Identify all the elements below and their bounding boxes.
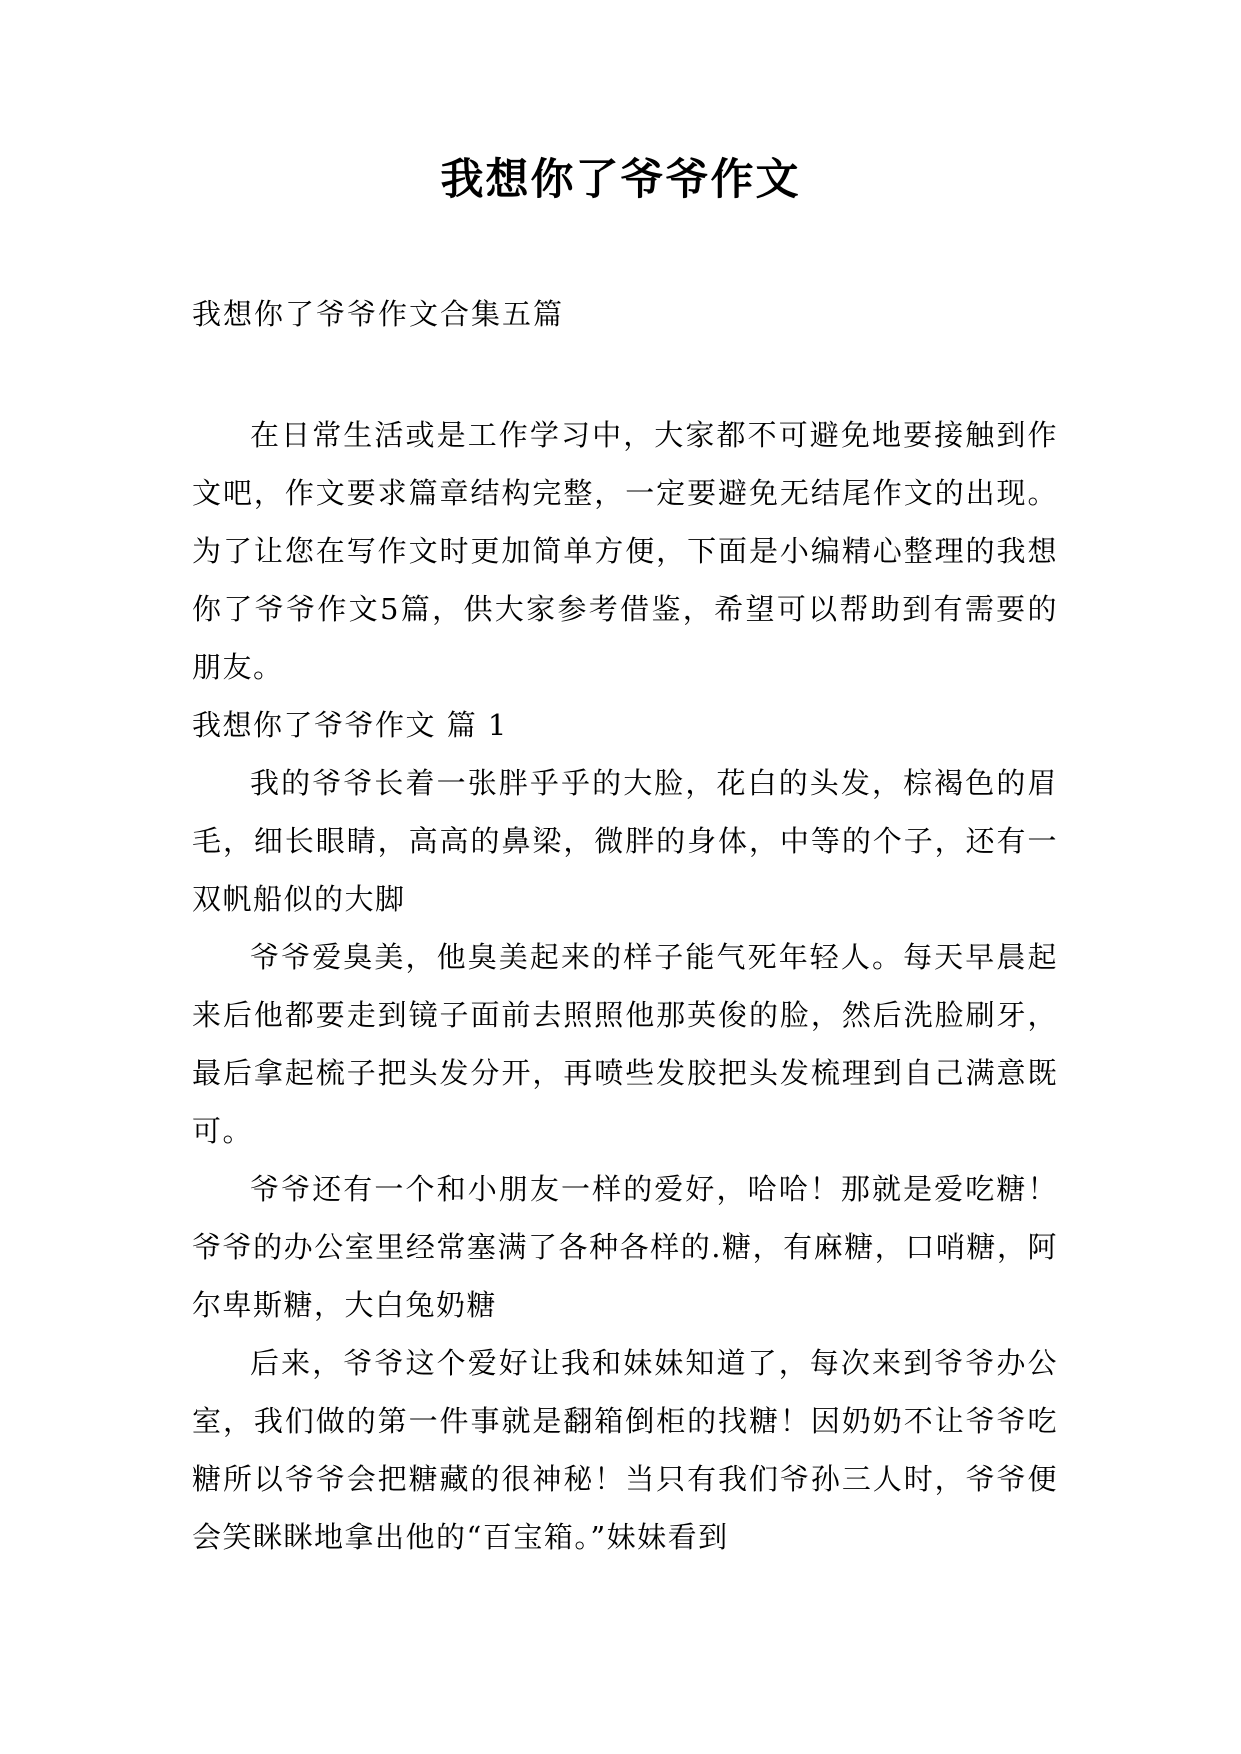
- body-paragraph: 爷爷爱臭美，他臭美起来的样子能气死年轻人。每天早晨起来后他都要走到镜子面前去照照他那英俊的脸，然后洗脸刷牙，最后拿起梳子把头发分开，再喷些发胶把头发梳理到自己满意既可。: [192, 940, 1058, 1148]
- intro-paragraph: 在日常生活或是工作学习中，大家都不可避免地要接触到作文吧，作文要求篇章结构完整，一定要避免无结尾作文的出现。为了让您在写作文时更加简单方便，下面是小编精心整理的我想你了爷爷作文5篇，供大家参考借鉴，希望可以帮助到有需要的朋友。: [192, 418, 1058, 684]
- body-paragraph: 后来，爷爷这个爱好让我和妹妹知道了，每次来到爷爷办公室，我们做的第一件事就是翻箱倒柜的找糖！因奶奶不让爷爷吃糖所以爷爷会把糖藏的很神秘！当只有我们爷孙三人时，爷爷便会笑眯眯地拿出他的“百宝箱。”妹妹看到: [192, 1346, 1058, 1554]
- body-paragraph: 爷爷还有一个和小朋友一样的爱好，哈哈！那就是爱吃糖！爷爷的办公室里经常塞满了各种各样的.糖，有麻糖，口哨糖，阿尔卑斯糖，大白兔奶糖: [192, 1172, 1058, 1322]
- document-title: 我想你了爷爷作文: [440, 155, 801, 205]
- document-body: [192, 406, 1058, 1566]
- document-subtitle: 我想你了爷爷作文合集五篇: [192, 297, 565, 331]
- body-paragraph: 我的爷爷长着一张胖乎乎的大脸，花白的头发，棕褐色的眉毛，细长眼睛，高高的鼻梁，微胖的身体，中等的个子，还有一双帆船似的大脚: [192, 766, 1058, 916]
- section-heading: 我想你了爷爷作文 篇 1: [192, 708, 508, 742]
